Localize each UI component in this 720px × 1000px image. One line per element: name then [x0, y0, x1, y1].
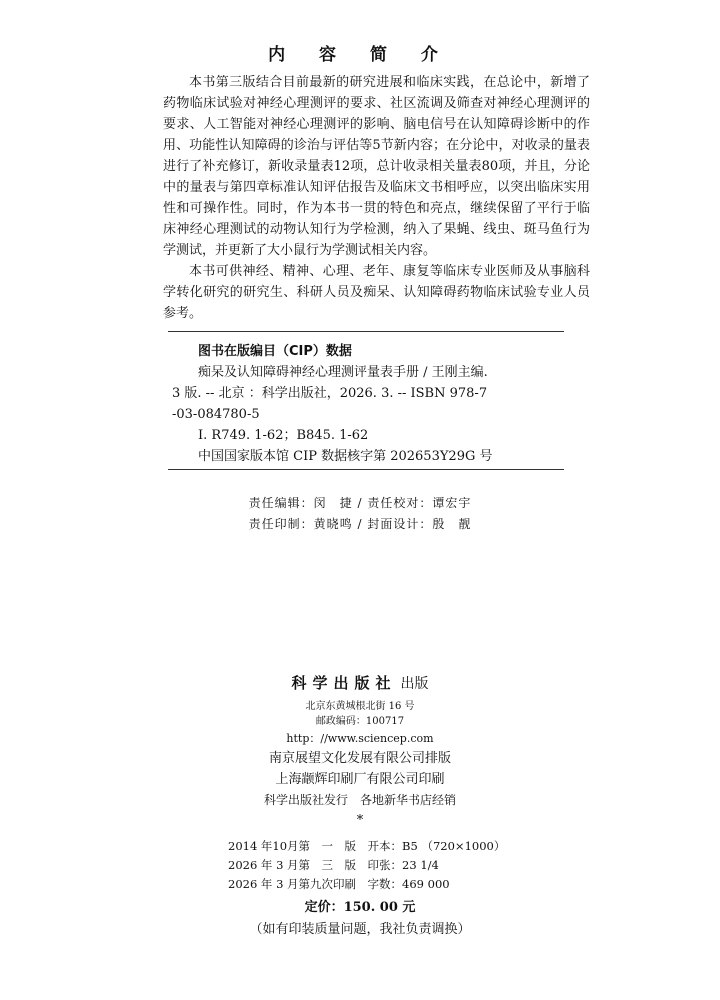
divider-bottom	[168, 469, 564, 470]
edition-block	[228, 837, 508, 894]
staff-credits	[0, 493, 720, 535]
printer-line: 上海颛辉印刷厂有限公司印刷	[275, 772, 445, 787]
distribution-line: 科学出版社发行 各地新华书店经销	[263, 793, 456, 807]
price: 定价：150. 00 元	[304, 900, 416, 915]
staff-line-production: 责任印制：黄晓鸣 / 封面设计：殷 靓	[248, 517, 472, 531]
publisher-block	[0, 672, 720, 749]
separator-star: *	[356, 813, 364, 828]
cip-record-line: 中国国家版本馆 CIP 数据核字第 202653Y29G 号	[198, 449, 493, 464]
publisher-address: 北京东黄城根北街 16 号	[305, 701, 415, 712]
edition-line-first: 2014 年10月第 一 版 开本：B5 （720×1000）	[228, 839, 506, 853]
page-title: 内 容 简 介	[268, 45, 452, 65]
cip-edition-line: 3 版. -- 北京 ：科学出版社，2026. 3. -- ISBN 978-7	[172, 386, 488, 401]
publisher-postcode: 邮政编码：100717	[315, 716, 405, 727]
publisher-url: http：//www.sciencep.com	[286, 732, 434, 745]
intro-paragraph: 本书可供神经、精神、心理、老年、康复等临床专业医师及从事脑科学转化研究的研究生、科研人员及痴呆、认知障碍药物临床试验专业人员参考。	[163, 264, 590, 321]
cip-title-line: 痴呆及认知障碍神经心理测评量表手册 / 王刚主编.	[198, 365, 488, 380]
typesetter-line: 南京展望文化发展有限公司排版	[268, 751, 451, 766]
intro-section	[163, 72, 590, 324]
cip-block	[172, 341, 564, 467]
divider-top	[168, 331, 564, 332]
edition-line-third: 2026 年 3 月第 三 版 印张：23 1/4	[228, 858, 439, 872]
staff-line-editors: 责任编辑：闵 捷 / 责任校对：谭宏宇	[248, 496, 472, 510]
edition-line-printing: 2026 年 3 月第九次印刷 字数：469 000	[228, 877, 450, 891]
cip-classification-line: Ⅰ. R749. 1-62；B845. 1-62	[198, 428, 369, 443]
intro-paragraph: 本书第三版结合目前最新的研究进展和临床实践，在总论中，新增了药物临床试验对神经心理测评的要求、社区流调及筛查对神经心理测评的要求、人工智能对神经心理测评的影响、脑电信号在认知障碍诊断中的作用、功能性认知障碍的诊治与评估等5节新内容；在分论中，对收录的量表进行了补充修订，新收录量表12项，总计收录相关量表80项，并且，分论中的量表与第四章标准认知评估报告及临床文书相呼应，以突出临床实用性和可操作性。同时，作为本书一贯的特色和亮点，继续保留了平行于临床神经心理测试的动物认知行为学检测，纳入了果蝇、线虫、斑马鱼行为学测试，并更新了大小鼠行为学测试相关内容。	[163, 75, 590, 258]
printers-block	[0, 748, 720, 811]
quality-notice: （如有印装质量问题，我社负责调换）	[249, 922, 471, 937]
publisher-logo-name: 科学出版社	[291, 674, 397, 692]
cip-heading: 图书在版编目（CIP）数据	[198, 344, 352, 359]
cip-isbn-line: -03-084780-5	[172, 407, 260, 422]
publisher-suffix: 出版	[400, 676, 429, 692]
